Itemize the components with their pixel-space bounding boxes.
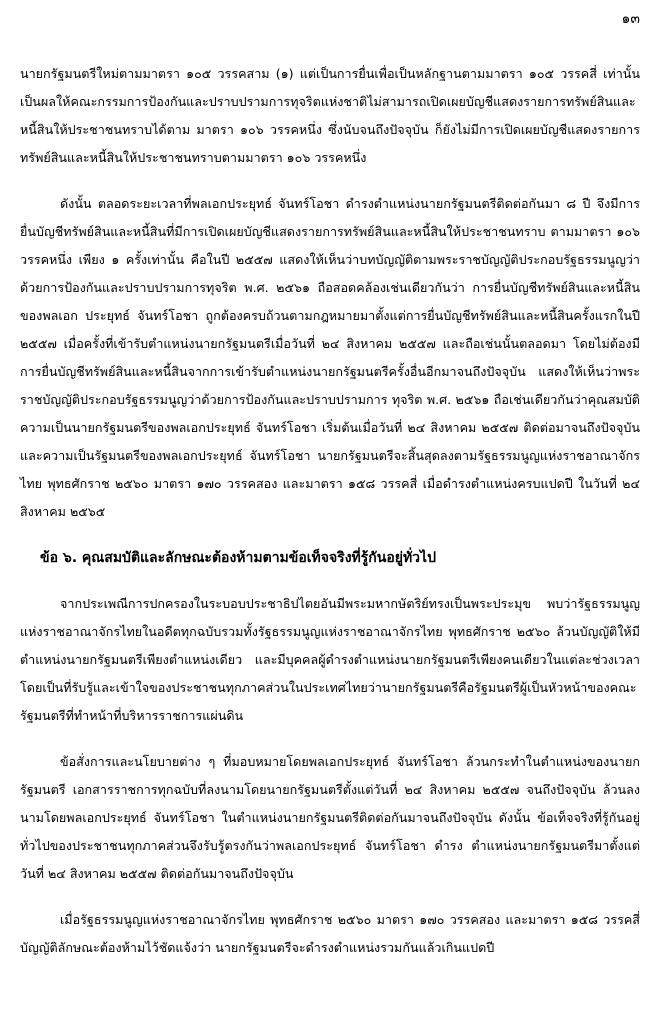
section-paragraph: ข้อสั่งการและนโยบายต่าง ๆ ที่มอบหมายโดยพลเอกประยุทธ์ จันทร์โอชา ล้วนกระทำในตำแหน่งของนายกรัฐมนตรี เอกสารราชการทุกฉบับที่ลงนามโดยนายกรัฐมนตรีตั้งแต่วันที่ ๒๔ สิงหาคม ๒๕๕๗ จนถึงปัจจุบัน ล้วนลงนามโดยพลเอกประยุทธ์ จันทร์โอชา ในตำแหน่งนายกรัฐมนตรีติดต่อกันมาจนถึงปัจจุบัน ดังนั้น ข้อเท็จจริงที่รู้กันอยู่ทั่วไปของประชาชนทุกภาคส่วนจึงรับรู้ตรงกันว่าพลเอกประยุทธ์ จันทร์โอชา ดำรง ตำแหน่งนายกรัฐมนตรีมาตั้งแต่วันที่ ๒๔ สิงหาคม ๒๕๕๗ ติดต่อกันมาจนถึงปัจจุบัน <box>20 754 640 881</box>
document-body <box>20 60 640 980</box>
section-paragraph: จากประเพณีการปกครองในระบอบประชาธิปไตยอันมีพระมหากษัตริย์ทรงเป็นพระประมุข พบว่ารัฐธรรมนูญแห่งราชอาณาจักรไทยในอดีตทุกฉบับรวมทั้งรัฐธรรมนูญแห่งราชอาณาจักรไทย พุทธศักราช ๒๕๖๐ ล้วนบัญญัติให้มีตำแหน่งนายกรัฐมนตรีเพียงตำแหน่งเดียว และมีบุคคลผู้ดำรงตำแหน่งนายกรัฐมนตรีเพียงคนเดียวในแต่ละช่วงเวลา โดยเป็นที่รับรู้และเข้าใจของประชาชนทุกภาคส่วนในประเทศไทยว่านายกรัฐมนตรีคือรัฐมนตรีผู้เป็นหัวหน้าของคณะรัฐมนตรีที่ทำหน้าที่บริหารราชการแผ่นดิน <box>20 596 640 723</box>
paragraph-conclusion: ดังนั้น ตลอดระยะเวลาที่พลเอกประยุทธ์ จันทร์โอชา ดำรงตำแหน่งนายกรัฐมนตรีติดต่อกันมา ๘ ปี จึงมีการยื่นบัญชีทรัพย์สินและหนี้สินที่มีการเปิดเผยบัญชีแสดงรายการทรัพย์สินและหนี้สินให้ประชาชนทราบ ตามมาตรา ๑๐๖ วรรคหนึ่ง เพียง ๑ ครั้งเท่านั้น คือในปี ๒๕๕๗ แสดงให้เห็นว่าบทบัญญัติตามพระราชบัญญัติประกอบรัฐธรรมนูญว่าด้วยการป้องกันและปราบปรามการทุจริต พ.ศ. ๒๕๖๑ ถือสอดคล้องเช่นเดียวกันว่า การยื่นบัญชีทรัพย์สินและหนี้สินของพลเอก ประยุทธ์ จันทร์โอชา ถูกต้องครบถ้วนตามกฎหมายมาตั้งแต่การยื่นบัญชีทรัพย์สินและหนี้สินครั้งแรกในปี ๒๕๕๗ เมื่อครั้งที่เข้ารับตำแหน่งนายกรัฐมนตรีเมื่อวันที่ ๒๔ สิงหาคม ๒๕๕๗ และถือเช่นนั้นตลอดมา โดยไม่ต้องมีการยื่นบัญชีทรัพย์สินและหนี้สินจากการเข้ารับตำแหน่งนายกรัฐมนตรีครั้งอื่นอีกมาจนถึงปัจจุบัน แสดงให้เห็นว่าพระราชบัญญัติประกอบรัฐธรรมนูญว่าด้วยการป้องกันและปราบปรามการ ทุจริต พ.ศ. ๒๕๖๑ ถือเช่นเดียวกันว่าคุณสมบัติความเป็นนายกรัฐมนตรีของพลเอกประยุทธ์ จันทร์โอชา เริ่มต้นเมื่อวันที่ ๒๔ สิงหาคม ๒๕๕๗ ติดต่อมาจนถึงปัจจุบัน และความเป็นรัฐมนตรีของพลเอกประยุทธ์ จันทร์โอชา นายกรัฐมนตรีจะสิ้นสุดลงตามรัฐธรรมนูญแห่งราชอาณาจักรไทย พุทธศักราช ๒๕๖๐ มาตรา ๑๗๐ วรรคสอง และมาตรา ๑๕๘ วรรคสี่ เมื่อดำรงตำแหน่งครบแปดปี ในวันที่ ๒๔ สิงหาคม ๒๕๖๕ <box>20 196 640 519</box>
section-paragraph: เมื่อรัฐธรรมนูญแห่งราชอาณาจักรไทย พุทธศักราช ๒๕๖๐ มาตรา ๑๗๐ วรรคสอง และมาตรา ๑๕๘ วรรคสี่ บัญญัติลักษณะต้องห้ามไว้ชัดแจ้งว่า นายกรัฐมนตรีจะดำรงตำแหน่งรวมกันแล้วเกินแปดปี <box>20 912 640 955</box>
paragraph-continuation: นายกรัฐมนตรีใหม่ตามมาตรา ๑๐๕ วรรคสาม (๑) แต่เป็นการยื่นเพื่อเป็นหลักฐานตามมาตรา ๑๐๕ วรรคสี่ เท่านั้น เป็นผลให้คณะกรรมการป้องกันและปราบปรามการทุจริตแห่งชาติไม่สามารถเปิดเผยบัญชีแสดงรายการทรัพย์สินและหนี้สินให้ประชาชนทราบได้ตาม มาตรา ๑๐๖ วรรคหนึ่ง ซึ่งนับจนถึงปัจจุบัน ก็ยังไม่มีการเปิดเผยบัญชีแสดงรายการทรัพย์สินและหนี้สินให้ประชาชนทราบตามมาตรา ๑๐๖ วรรคหนึ่ง <box>20 66 640 165</box>
section-heading: ข้อ ๖. คุณสมบัติและลักษณะต้องห้ามตามข้อเท็จจริงที่รู้กันอยู่ทั่วไป <box>40 550 436 566</box>
page-number: ๑๓ <box>621 11 640 27</box>
